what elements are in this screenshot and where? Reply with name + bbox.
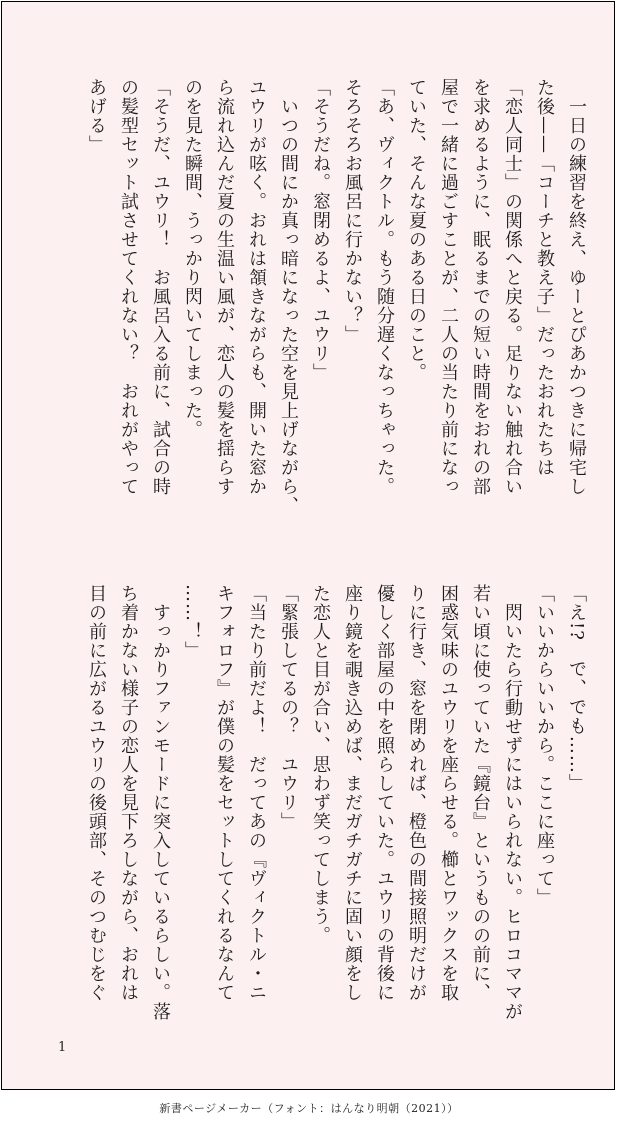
text-column: ……！」 bbox=[182, 584, 203, 660]
text-column: キフォロフ』が僕の髪をセットしてくれるなんて bbox=[214, 584, 235, 1002]
text-column: 座り鏡を覗き込めば、まだガチガチに固い顔をし bbox=[342, 584, 363, 1002]
text-column: 「え!? で、でも……」 bbox=[566, 584, 587, 793]
text-column: ら流れ込んだ夏の生温い風が、恋人の髪を揺らす bbox=[214, 78, 235, 496]
text-column: 「緊張してるの？ ユウリ」 bbox=[278, 584, 299, 831]
text-column: 閃いたら行動せずにはいられない。ヒロコママが bbox=[502, 584, 523, 1021]
book-page bbox=[1, 1, 615, 1090]
text-column: の髪型セット試させてくれない？ おれがやって bbox=[118, 78, 139, 496]
text-column: 目の前に広がるユウリの後頭部、そのつむじをぐ bbox=[86, 584, 107, 1002]
text-column: 一日の練習を終え、ゆーとぴあかつきに帰宅し bbox=[566, 78, 587, 496]
text-column: 屋で一緒に過ごすことが、二人の当たり前になっ bbox=[438, 78, 459, 496]
text-column: 「恋人同士」の関係へと戻る。足りない触れ合い bbox=[502, 78, 523, 496]
text-column: いつの間にか真っ暗になった空を見上げながら、 bbox=[278, 78, 299, 515]
text-column: 「当たり前だよ！ だってあの『ヴィクトル・ニ bbox=[246, 584, 267, 1002]
text-column: た恋人と目が合い、思わず笑ってしまう。 bbox=[310, 584, 331, 945]
text-column: ち着かない様子の恋人を見下ろしながら、おれは bbox=[118, 584, 139, 1002]
page-number: 1 bbox=[58, 1040, 67, 1055]
text-column: 困惑気味のユウリを座らせる。櫛とワックスを取 bbox=[438, 584, 459, 1002]
text-column: すっかりファンモードに突入しているらしい。落 bbox=[150, 584, 171, 1021]
text-column: のを見た瞬間、うっかり閃いてしまった。 bbox=[182, 78, 203, 439]
text-column: 若い頃に使っていた『鏡台』というものの前に、 bbox=[470, 584, 491, 1002]
text-column: を求めるように、眠るまでの短い時間をおれの部 bbox=[470, 78, 491, 496]
text-column: た後——「コーチと教え子」だったおれたちは bbox=[534, 78, 555, 477]
text-column: 「そうだね。窓閉めるよ、ユウリ」 bbox=[310, 78, 331, 382]
text-column: ていた、そんな夏のある日のこと。 bbox=[406, 78, 427, 382]
text-column: あげる」 bbox=[86, 78, 107, 154]
text-column: 「いいからいいから。ここに座って」 bbox=[534, 584, 555, 907]
text-column: そろそろお風呂に行かない？」 bbox=[342, 78, 363, 344]
text-column: りに行き、窓を閉めれば、橙色の間接照明だけが bbox=[406, 584, 427, 1002]
footer-credit: 新書ページメーカー（フォント：はんなり明朝（2021）） bbox=[159, 1102, 459, 1115]
text-column: ユウリが呟く。おれは頷きながらも、開いた窓か bbox=[246, 78, 267, 496]
text-column: 「そうだ、ユウリ！ お風呂入る前に、試合の時 bbox=[150, 78, 171, 496]
text-column: 優しく部屋の中を照らしていた。ユウリの背後に bbox=[374, 584, 395, 1002]
upper-text-block bbox=[80, 78, 592, 548]
lower-text-block bbox=[80, 584, 592, 1024]
text-column: 「あ、ヴィクトル。もう随分遅くなっちゃった。 bbox=[374, 78, 395, 496]
